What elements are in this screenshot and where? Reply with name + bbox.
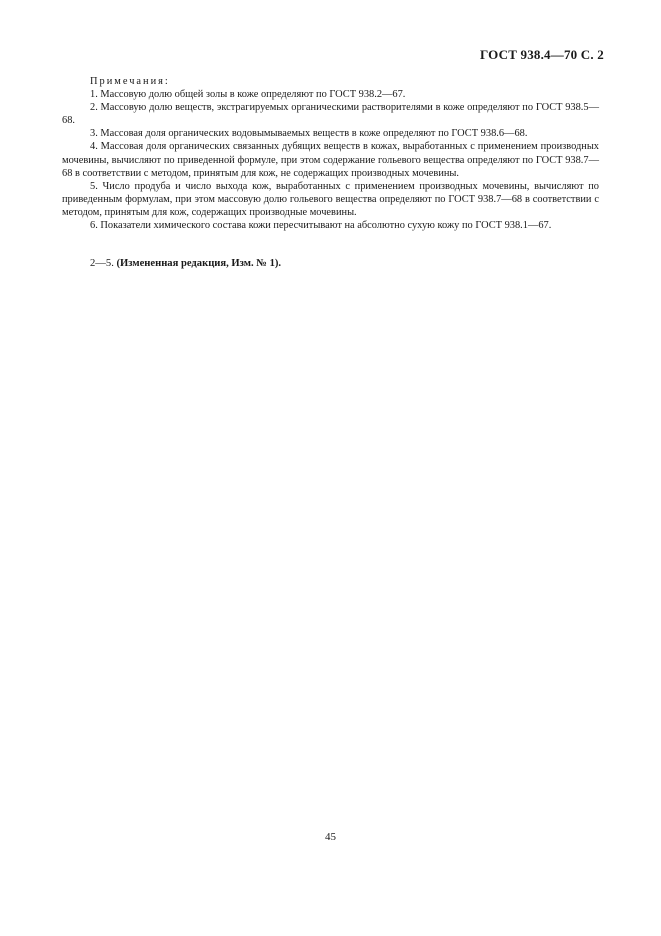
amendment-sections: 2—5. [90,258,114,269]
amendment-note: (Измененная редакция, Изм. № 1). [116,258,282,269]
notes-section [62,75,599,232]
note-item-1: 1. Массовую долю общей золы в коже определяют по ГОСТ 938.2—67. [90,89,406,101]
note-item-3: 3. Массовая доля органических водовымываемых веществ в коже определяют по ГОСТ 938.6—68. [90,128,528,140]
note-item-5: 5. Число продуба и число выхода кож, выработанных с применением производных мочевины, вычисляют по приведенным формулам, при этом массовую долю гольевого вещества определяют по ГОСТ 938.7—68 в соответствии с методом, принятым для кож, содержащих производные мочевины. [62,180,599,218]
notes-title: Примечания: [90,76,170,87]
page-number: 45 [325,831,336,843]
note-item-2: 2. Массовую долю веществ, экстрагируемых органическими растворителями в коже определяют по ГОСТ 938.5—68. [62,102,599,127]
note-item-4: 4. Массовая доля органических связанных дубящих веществ в кожах, выработанных с применением производных мочевины, вычисляют по приведенной формуле, при этом содержание гольевого вещества определяют по ГОСТ 938.7—68 в соответствии с методом, принятым для кож, не содержащих производных мочевины. [62,141,599,179]
page-header-standard-ref: ГОСТ 938.4—70 С. 2 [479,47,604,62]
note-item-6: 6. Показатели химического состава кожи пересчитывают на абсолютно сухую кожу по ГОСТ 938.1—67. [90,220,552,232]
amendment-line [90,258,281,269]
